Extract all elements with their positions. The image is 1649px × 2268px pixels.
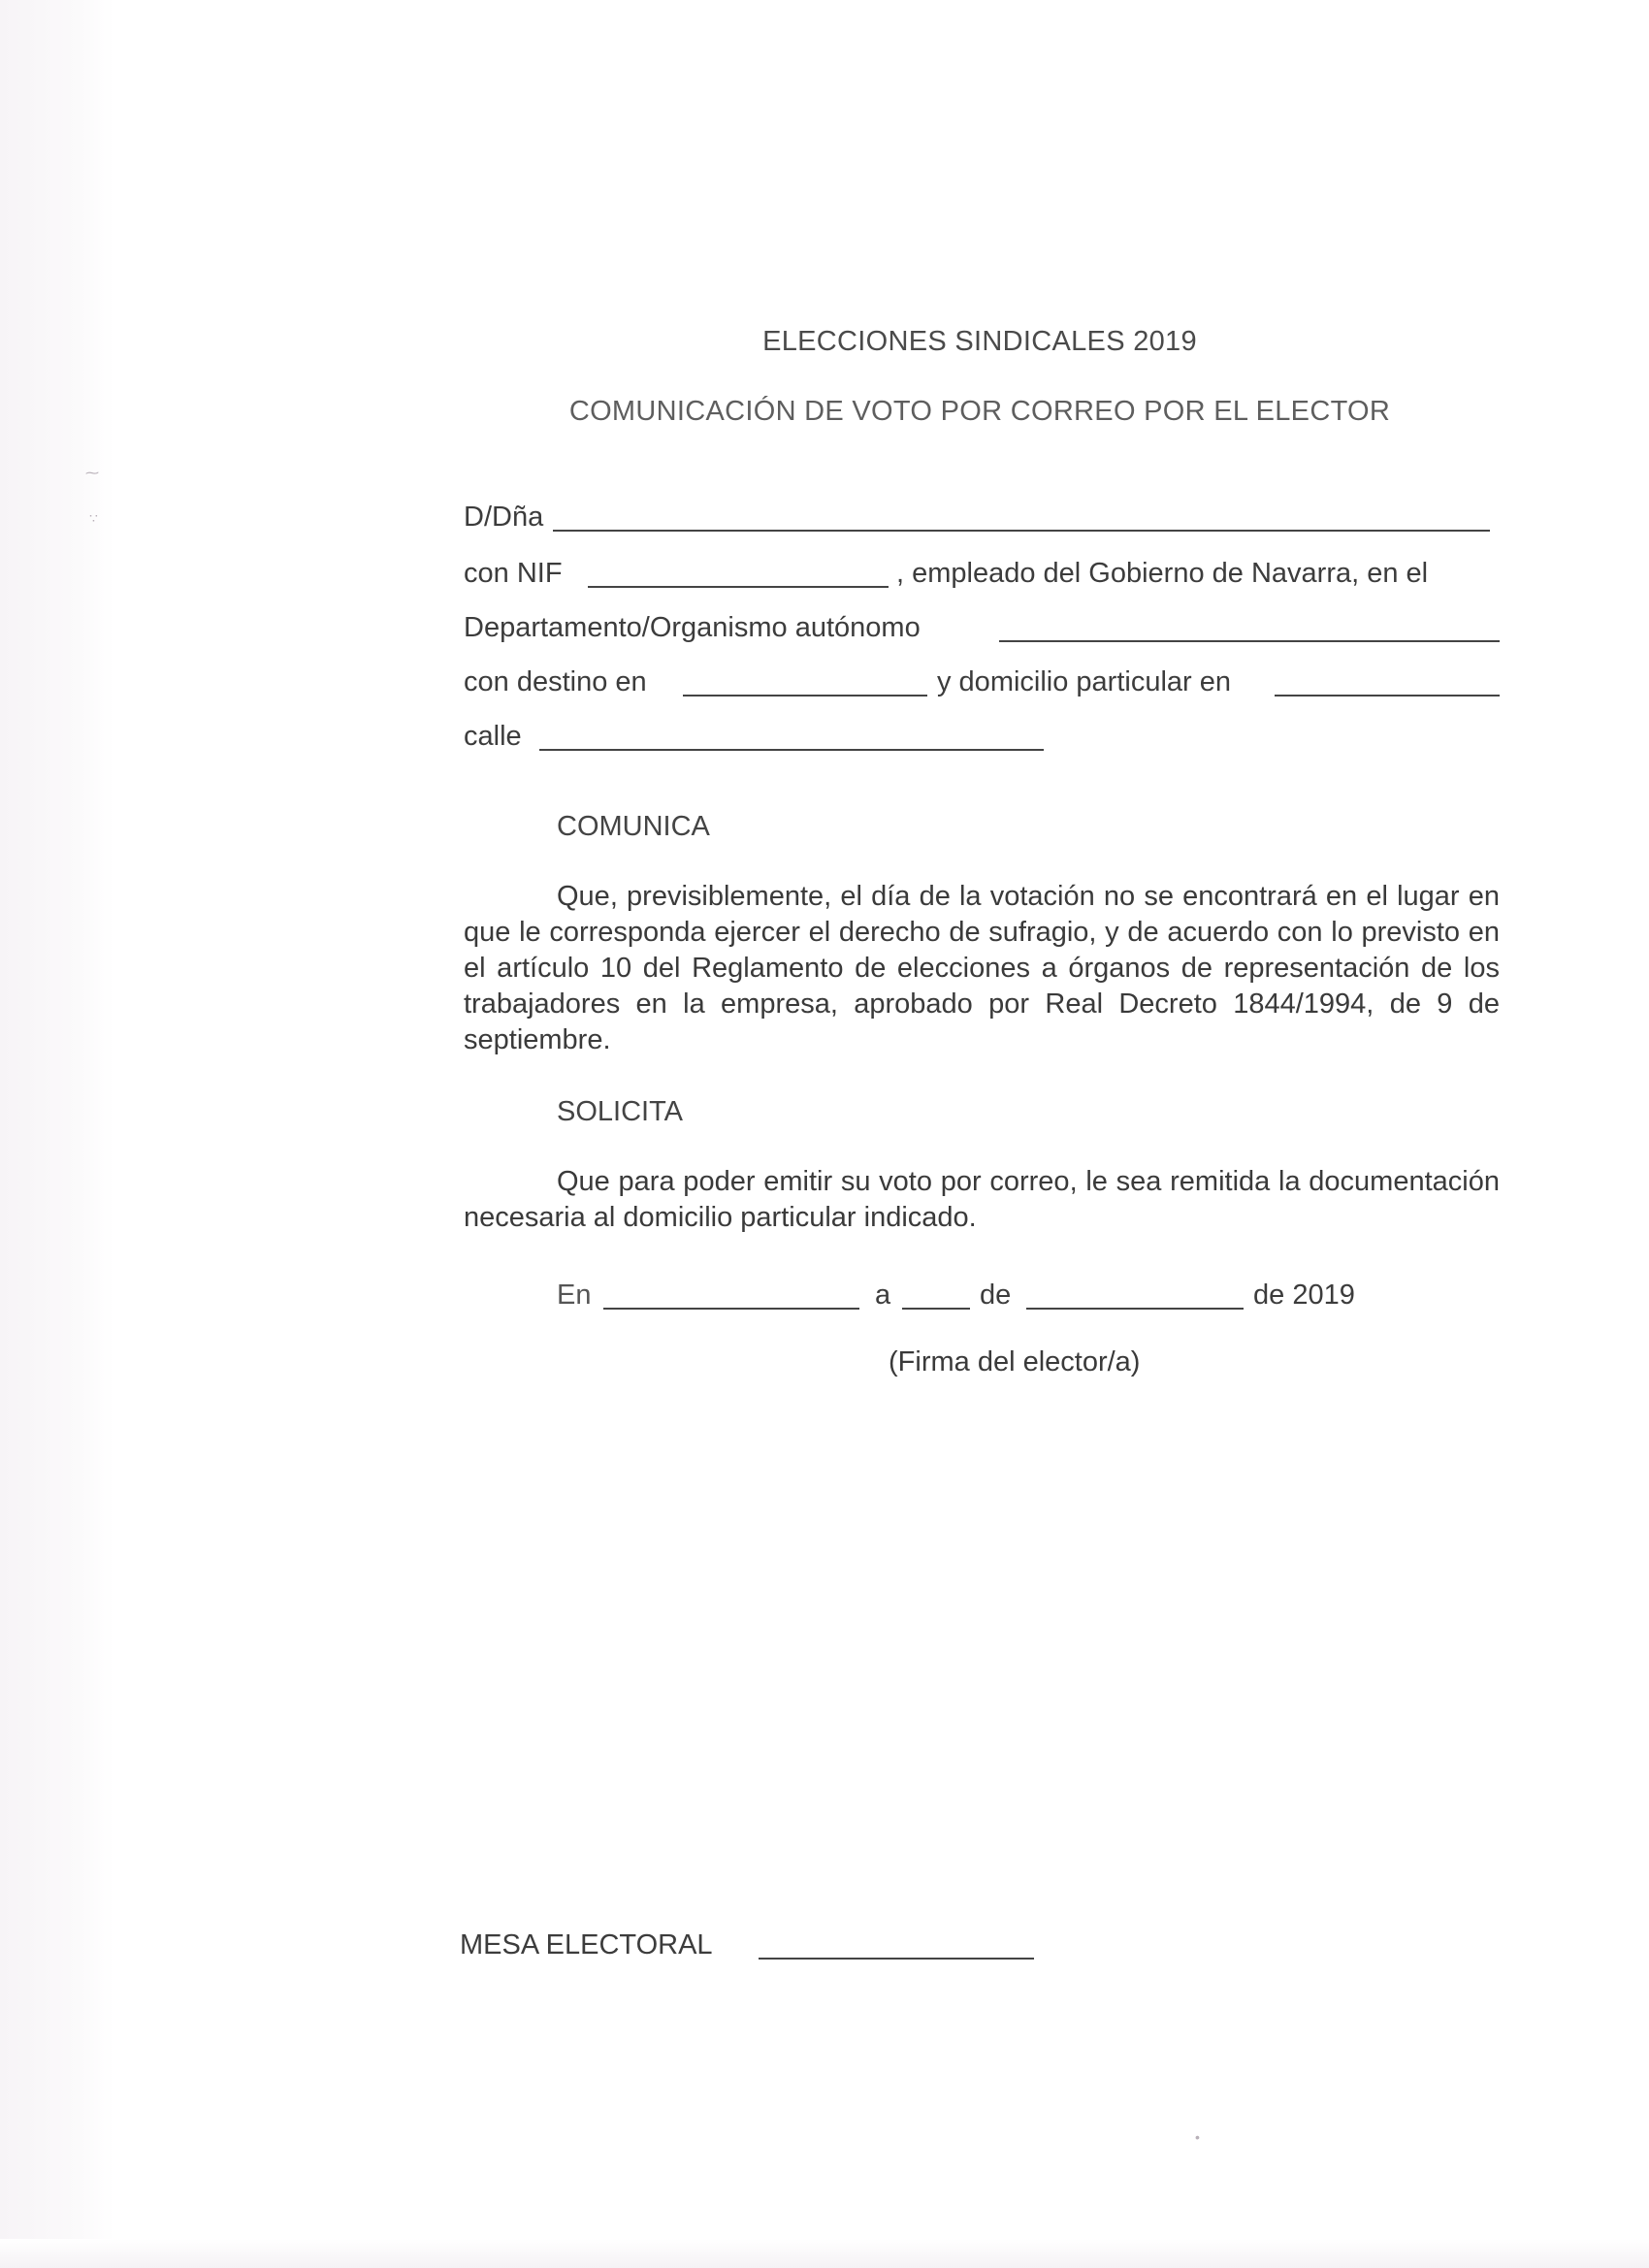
date-de-label: de	[980, 1280, 1012, 1311]
domicilio-field[interactable]	[1275, 695, 1500, 697]
destino-row	[464, 664, 1500, 702]
nif-row	[464, 555, 1500, 594]
calle-row	[464, 718, 1500, 757]
department-row	[464, 609, 1500, 648]
document-title: ELECCIONES SINDICALES 2019	[762, 326, 1197, 357]
mesa-label: MESA ELECTORAL	[460, 1929, 713, 1960]
date-en-label: En	[557, 1280, 592, 1311]
mesa-field[interactable]	[759, 1958, 1034, 1960]
day-field[interactable]	[902, 1308, 970, 1310]
solicita-paragraph: Que para poder emitir su voto por correo, le sea remitida la documentación necesaria al domicilio particular indicado.	[464, 1166, 1500, 1233]
name-label: D/Dña	[464, 502, 544, 533]
department-label: Departamento/Organismo autónomo	[464, 612, 921, 643]
document-subtitle: COMUNICACIÓN DE VOTO POR CORREO POR EL ELECTOR	[568, 396, 1391, 427]
scan-speck: •	[1195, 2129, 1200, 2145]
solicita-heading: SOLICITA	[557, 1096, 683, 1127]
place-field[interactable]	[603, 1308, 859, 1310]
nif-label: con NIF	[464, 558, 563, 589]
month-field[interactable]	[1026, 1308, 1244, 1310]
calle-field[interactable]	[539, 749, 1044, 751]
destino-field[interactable]	[683, 695, 927, 697]
name-row	[464, 499, 1500, 537]
name-field[interactable]	[553, 530, 1490, 532]
destino-label: con destino en	[464, 666, 647, 697]
scan-edge-bottom	[0, 2239, 1649, 2268]
scan-speck: ⁓	[85, 465, 99, 480]
department-field[interactable]	[999, 640, 1500, 642]
calle-label: calle	[464, 721, 522, 752]
date-year-label: de 2019	[1253, 1280, 1355, 1311]
signature-label: (Firma del elector/a)	[889, 1346, 1141, 1377]
mesa-row	[460, 1927, 1042, 1965]
employee-text: , empleado del Gobierno de Navarra, en el	[896, 558, 1429, 589]
comunica-heading: COMUNICA	[557, 811, 710, 842]
date-a-label: a	[875, 1280, 891, 1311]
scan-speck: ∵	[89, 510, 98, 526]
nif-field[interactable]	[588, 586, 889, 588]
date-row	[557, 1277, 1430, 1315]
domicilio-label: y domicilio particular en	[937, 666, 1232, 697]
comunica-paragraph: Que, previsiblemente, el día de la votación no se encontrará en el lugar en que le corresponda ejercer el derecho de sufragio, y de acuerdo con lo previsto en el artículo 10 del Reglamento de elecciones a órganos de representación de los trabajadores en la empresa, aprobado por Real Decreto 1844/1994, de 9 de septiembre.	[464, 881, 1500, 1055]
